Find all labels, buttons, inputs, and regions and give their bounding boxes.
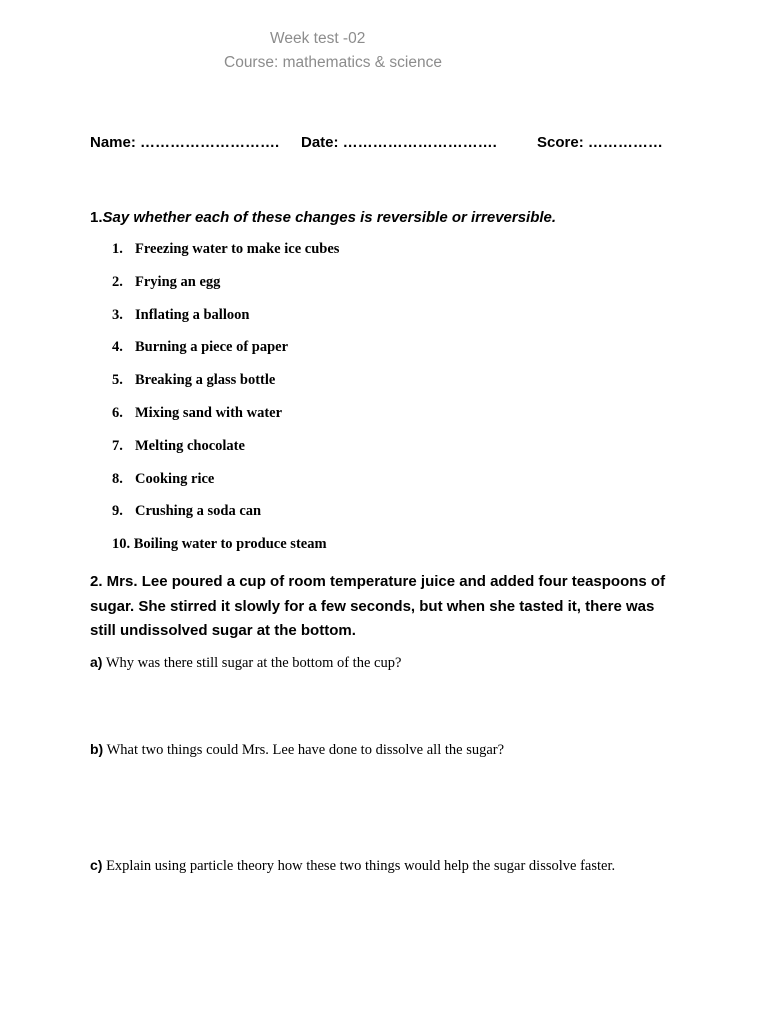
- question-1-prompt: Say whether each of these changes is reversible or irreversible.: [102, 209, 557, 226]
- test-title: Week test -02: [270, 30, 366, 47]
- question-2c-label: c): [90, 857, 103, 873]
- question-1-heading: [90, 209, 556, 226]
- list-item-number: 1.: [112, 241, 123, 257]
- list-item: [112, 307, 339, 340]
- question-2b: [90, 741, 504, 759]
- list-item-number: 5.: [112, 372, 123, 389]
- list-item-number: 3.: [112, 306, 123, 323]
- list-item: [112, 471, 339, 504]
- list-item-text: Inflating a balloon: [135, 306, 250, 323]
- question-2-number: 2: [90, 573, 99, 590]
- list-item-text: Crushing a soda can: [135, 503, 262, 520]
- list-item-text: Frying an egg: [135, 273, 221, 290]
- question-2c-text: Explain using particle theory how these two things would help the sugar dissolve faster.: [106, 858, 616, 874]
- list-item: [112, 503, 339, 536]
- list-item-number: 4.: [112, 339, 123, 356]
- list-item: [112, 339, 339, 372]
- list-item-number: 10.: [112, 536, 131, 553]
- list-item-text: Mixing sand with water: [135, 404, 283, 421]
- question-1-number: 1.: [90, 209, 103, 226]
- list-item-text: Freezing water to make ice cubes: [135, 241, 340, 257]
- list-item-number: 9.: [112, 503, 123, 520]
- question-1-list: [112, 241, 339, 569]
- question-2a-text: Why was there still sugar at the bottom of the cup?: [105, 655, 402, 671]
- score-field: Score: ……………: [537, 134, 663, 151]
- date-field: Date: ………………………….: [301, 134, 497, 151]
- list-item: [112, 274, 339, 307]
- list-item-number: 8.: [112, 470, 123, 487]
- list-item-text: Breaking a glass bottle: [135, 372, 276, 389]
- question-2b-text: What two things could Mrs. Lee have done to dissolve all the sugar?: [106, 742, 505, 758]
- list-item-text: Melting chocolate: [135, 437, 245, 454]
- list-item: [112, 438, 339, 471]
- question-2a-label: a): [90, 654, 103, 670]
- list-item-text: Cooking rice: [135, 470, 215, 487]
- question-2-text: [90, 570, 680, 644]
- course-subtitle: Course: mathematics & science: [224, 54, 442, 71]
- list-item: [112, 536, 339, 569]
- question-2-body: . Mrs. Lee poured a cup of room temperature juice and added four teaspoons of sugar. She stirred it slowly for a few seconds, but when she tasted it, there was still undissolved sugar at the bottom.: [90, 573, 666, 639]
- list-item: [112, 405, 339, 438]
- question-2c: [90, 857, 615, 875]
- list-item-text: Burning a piece of paper: [135, 339, 289, 356]
- list-item-text: Boiling water to produce steam: [133, 536, 327, 553]
- question-2a: [90, 654, 401, 672]
- list-item-number: 6.: [112, 404, 123, 421]
- list-item-number: 2.: [112, 273, 123, 290]
- question-2b-label: b): [90, 741, 104, 757]
- list-item: [112, 372, 339, 405]
- list-item: [112, 241, 339, 274]
- list-item-number: 7.: [112, 437, 123, 454]
- name-field: Name: ……………………….: [90, 134, 280, 151]
